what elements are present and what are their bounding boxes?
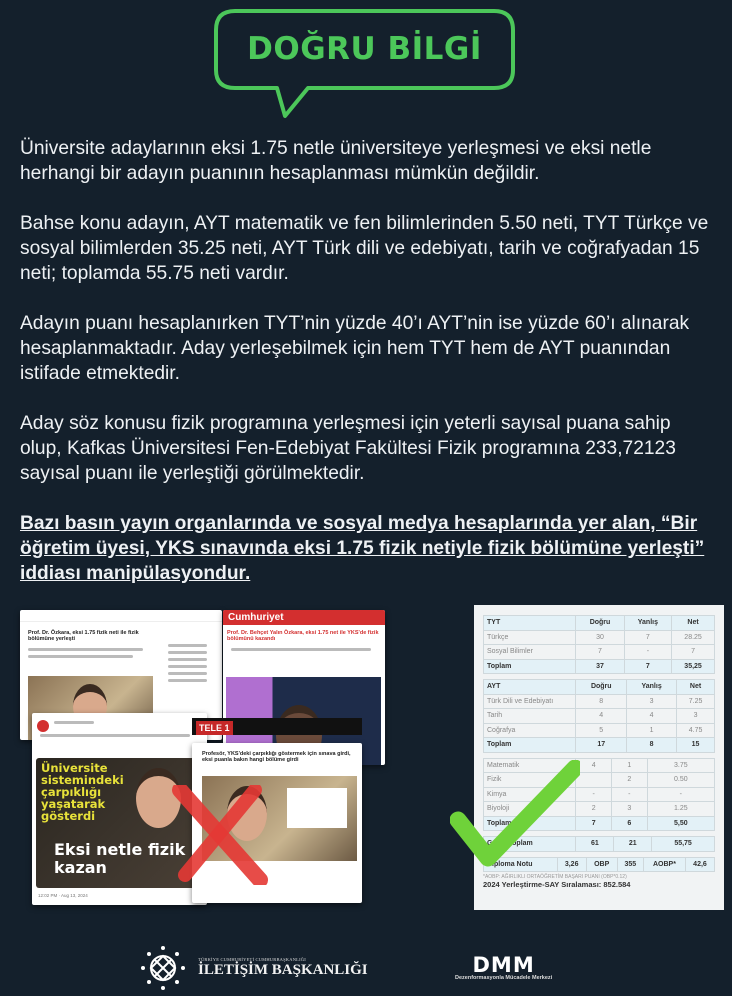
table-row bbox=[484, 645, 715, 660]
table-cell: 1 bbox=[612, 758, 648, 773]
paragraph: Bahse konu adayın, AYT matematik ve fen bilimlerinden 5.50 neti, TYT Türkçe ve sosyal bilimlerden 35.25 neti, AYT Türk dili ve edebiyatı, tarih ve coğrafyadan 15 neti; toplamda 55.75 neti vardır. bbox=[20, 213, 709, 284]
table-cell: 3 bbox=[627, 694, 677, 709]
table-cell: 6 bbox=[612, 816, 648, 831]
table-row bbox=[484, 630, 715, 645]
table-cell: Fizik bbox=[484, 773, 576, 788]
table-cell: 3 bbox=[612, 802, 648, 817]
dogru-bilgi-badge bbox=[213, 8, 516, 90]
page-title: DOĞRU BİLGİ bbox=[247, 31, 482, 67]
green-check-icon bbox=[450, 760, 580, 870]
table-cell: 21 bbox=[614, 837, 652, 852]
org-name: İLETİŞİM BAŞKANLIĞI bbox=[198, 962, 368, 978]
table-cell: 4 bbox=[576, 758, 612, 773]
table-cell: 3 bbox=[677, 709, 715, 724]
table-cell: - bbox=[647, 787, 714, 802]
table-cell: 8 bbox=[576, 694, 627, 709]
table-cell: 3,26 bbox=[557, 857, 586, 872]
table-row bbox=[484, 694, 715, 709]
news-headline: Prof. Dr. Özkara, eksi 1.75 fizik neti ile fizik bölümüne yerleşti bbox=[28, 630, 139, 642]
table-cell: Tarih bbox=[484, 709, 576, 724]
table-cell: Coğrafya bbox=[484, 723, 576, 738]
table-cell: Doğru bbox=[576, 616, 624, 631]
table-cell: 7 bbox=[576, 645, 624, 660]
table-cell: Türkçe bbox=[484, 630, 576, 645]
table-cell: Net bbox=[672, 616, 715, 631]
table-cell: 7 bbox=[576, 816, 612, 831]
table-cell: 37 bbox=[576, 659, 624, 674]
table-row bbox=[484, 738, 715, 753]
table-cell: AYT bbox=[484, 680, 576, 695]
table-cell: 1.25 bbox=[647, 802, 714, 817]
table-cell: 5 bbox=[576, 723, 627, 738]
table-cell: Kimya bbox=[484, 787, 576, 802]
table-cell: TYT bbox=[484, 616, 576, 631]
post-time: 12:02 PM · Aug 13, 2024 bbox=[38, 893, 88, 898]
table-cell: 7 bbox=[624, 659, 672, 674]
news-headline: Profesör, YKS'deki çarpıklığı göstermek için sınava girdi, eksi puanla bakın hangi bölüme girdi bbox=[202, 751, 351, 763]
table-cell: 7.25 bbox=[677, 694, 715, 709]
org-subtitle: TÜRKİYE CUMHURİYETİ CUMHURBAŞKANLIĞI bbox=[198, 957, 306, 962]
table-cell: Toplam bbox=[484, 659, 576, 674]
table-cell: Net bbox=[677, 680, 715, 695]
table-cell: Yanlış bbox=[624, 616, 672, 631]
table-cell: Sosyal Bilimler bbox=[484, 645, 576, 660]
overlay-text: Üniversite sistemindeki çarpıklığı yaşatarak gösterdi bbox=[41, 761, 124, 823]
table-cell: AOBP* bbox=[643, 857, 685, 872]
table-cell: 3.75 bbox=[647, 758, 714, 773]
article-body bbox=[20, 136, 710, 611]
table-cell: 2 bbox=[612, 773, 648, 788]
emblem-icon bbox=[140, 945, 186, 991]
table-cell: 4 bbox=[627, 709, 677, 724]
table-row bbox=[484, 680, 715, 695]
paragraph: Üniversite adaylarının eksi 1.75 netle üniversiteye yerleşmesi ve eksi netle herhangi bir adayın puanının hesaplanması mümkün değildir. bbox=[20, 138, 652, 184]
table-cell: Genel Toplam bbox=[484, 837, 576, 852]
table-cell: - bbox=[612, 787, 648, 802]
iletisim-baskanligi-logo bbox=[140, 945, 368, 991]
tyt-table bbox=[483, 615, 715, 674]
table-cell: Diploma Notu bbox=[484, 857, 558, 872]
table-row bbox=[484, 616, 715, 631]
table-row bbox=[484, 709, 715, 724]
table-cell: 35,25 bbox=[672, 659, 715, 674]
claim-statement: Bazı basın yayın organlarında ve sosyal medya hesaplarında yer alan, “Bir öğretim üyesi, YKS sınavında eksi 1.75 fizik netiyle fizik bölümüne yerleşti” iddiası manipülasyondur. bbox=[20, 513, 705, 584]
table-cell: 355 bbox=[617, 857, 643, 872]
news-collage bbox=[20, 605, 390, 910]
table-cell: Türk Dili ve Edebiyatı bbox=[484, 694, 576, 709]
table-cell: Matematik bbox=[484, 758, 576, 773]
table-cell: Yanlış bbox=[627, 680, 677, 695]
table-cell: 7 bbox=[624, 630, 672, 645]
table-cell: 0.50 bbox=[647, 773, 714, 788]
red-cross-icon bbox=[170, 785, 270, 885]
table-cell: - bbox=[624, 645, 672, 660]
table-cell: 30 bbox=[576, 630, 624, 645]
dmm-wordmark: DMM bbox=[472, 953, 535, 977]
table-cell: 15 bbox=[677, 738, 715, 753]
table-cell: 1 bbox=[627, 723, 677, 738]
news-headline: Prof. Dr. Behçet Yalın Özkara, eksi 1.75 net ile YKS'de fizik bölümünü kazandı bbox=[227, 630, 379, 642]
table-cell: 8 bbox=[627, 738, 677, 753]
table-cell: OBP bbox=[586, 857, 617, 872]
table-row bbox=[484, 659, 715, 674]
tele1-navbar bbox=[192, 718, 362, 735]
table-cell: 2 bbox=[576, 802, 612, 817]
table-cell: - bbox=[576, 787, 612, 802]
table-cell: 4.75 bbox=[677, 723, 715, 738]
table-cell: 42,6 bbox=[685, 857, 714, 872]
table-cell: Biyoloji bbox=[484, 802, 576, 817]
paragraph: Adayın puanı hesaplanırken TYT’nin yüzde 40’ı AYT’nin ise yüzde 60’ı alınarak hesaplanmaktadır. Aday yerleşebilmek için hem TYT hem de AYT puanından istifade etmektedir. bbox=[20, 313, 690, 384]
table-cell: 17 bbox=[576, 738, 627, 753]
brand-logo: TELE 1 bbox=[196, 721, 233, 735]
news-card-2 bbox=[223, 610, 385, 765]
table-cell: 4 bbox=[576, 709, 627, 724]
table-cell: 61 bbox=[576, 837, 614, 852]
table-cell: 28.25 bbox=[672, 630, 715, 645]
brand-logo: Cumhuriyet bbox=[223, 610, 385, 625]
table-cell bbox=[576, 773, 612, 788]
table-cell: 5,50 bbox=[647, 816, 714, 831]
overlay-text: Eksi netle fizik kazan bbox=[54, 840, 186, 877]
paragraph: Aday söz konusu fizik programına yerleşmesi için yeterli sayısal puana sahip olup, Kafkas Üniversitesi Fen-Edebiyat Fakültesi Fizik programına 233,72123 sayısal puanı ile yerleştiği görülmektedir. bbox=[20, 413, 676, 484]
table-cell: 55,75 bbox=[652, 837, 715, 852]
ranking: 2024 Yerleştirme-SAY Sıralaması: 852.584 bbox=[483, 880, 631, 889]
aobp-note: *AOBP: AĞIRLIKLI ORTAÖĞRETİM BAŞARI PUANI (OBP*0.12) bbox=[483, 874, 627, 880]
table-cell: Toplam bbox=[484, 816, 576, 831]
table-cell: Toplam bbox=[484, 738, 576, 753]
table-cell: Doğru bbox=[576, 680, 627, 695]
dmm-subtitle: Dezenformasyonla Mücadele Merkezi bbox=[455, 975, 553, 981]
ayt-table bbox=[483, 679, 715, 753]
dmm-logo bbox=[455, 955, 552, 981]
table-row bbox=[484, 723, 715, 738]
table-cell: 7 bbox=[672, 645, 715, 660]
